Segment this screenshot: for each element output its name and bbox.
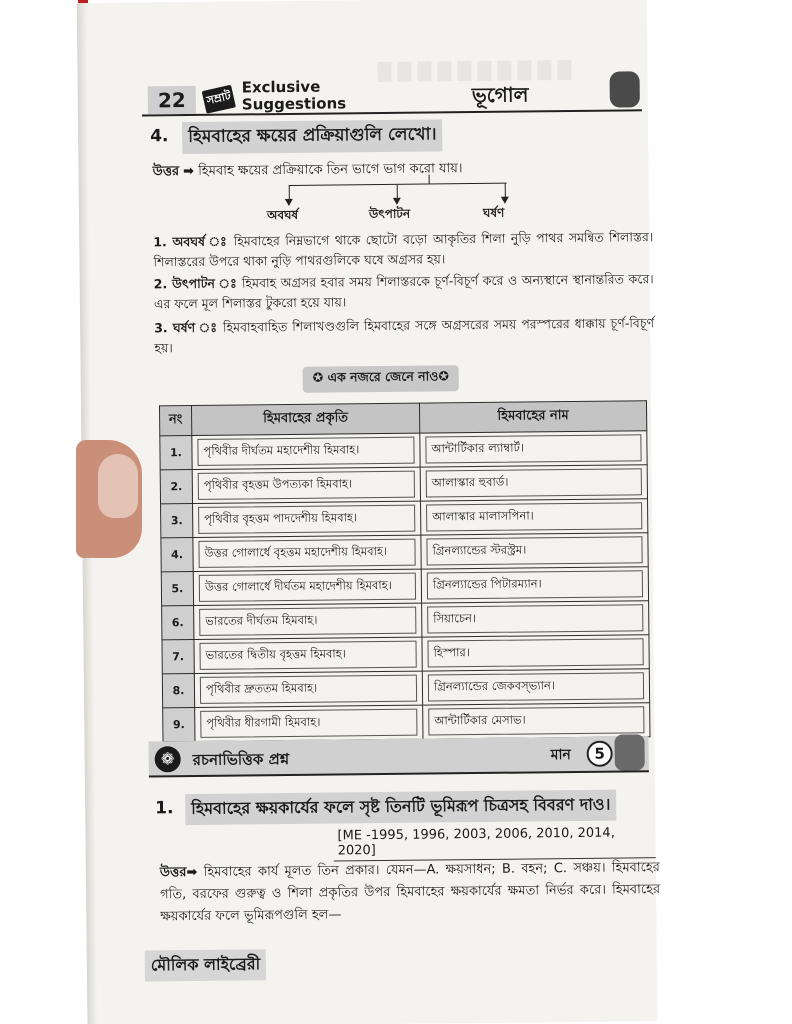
glacier-facts-table <box>159 400 651 742</box>
row-number: 7. <box>162 639 194 673</box>
row-nature: ভারতের দীর্ঘতম হিমবাহ। <box>199 607 416 636</box>
brand-line-2: Suggestions <box>241 94 347 114</box>
row-name-cell <box>421 567 648 603</box>
page-header <box>142 75 642 116</box>
question-number: 4. <box>150 126 169 147</box>
row-name: হিস্পার। <box>427 638 643 667</box>
row-name: আন্টার্টিকার মেসাভ। <box>428 706 644 735</box>
branch-label-plucking: উৎপাটন <box>368 206 411 222</box>
row-nature: পৃথিবীর বৃহত্তম উপত্যকা হিমবাহ। <box>198 471 415 500</box>
point-3 <box>154 313 654 358</box>
marks-label: মান <box>550 747 571 764</box>
question-text: হিমবাহের ক্ষয়কার্যের ফলে সৃষ্ট তিনটি ভূমিরূপ চিত্রসহ বিবরণ দাও। <box>185 790 616 826</box>
question-number: 1. <box>155 798 174 819</box>
row-name-cell <box>422 635 649 671</box>
row-name-cell <box>422 669 649 705</box>
row-nature: পৃথিবীর দীর্ঘতম মহাদেশীয় হিমবাহ। <box>197 437 414 466</box>
table-row <box>160 431 647 470</box>
row-number: 3. <box>161 503 193 537</box>
answer-label: উত্তর <box>152 164 180 180</box>
row-nature-cell <box>192 467 420 503</box>
brand-name <box>242 78 347 113</box>
row-number: 1. <box>160 435 192 469</box>
table-row <box>161 533 648 572</box>
row-nature-cell <box>195 705 423 741</box>
row-number: 4. <box>161 537 193 571</box>
row-name: গ্রিনল্যান্ডের পিটারম্যান। <box>427 570 643 599</box>
fingernail-shape <box>98 454 138 518</box>
brand-badge: সম্রাট <box>202 85 237 114</box>
answer-text: হিমবাহের কার্য মূলত তিন প্রকার। যেমন—A. ক্ষয়সাধন; B. বহন; C. সঞ্চয়। হিমবাহের গতি, বরফের গুরুত্ব ও শিলা প্রকৃতির উপর হিমবাহের ক্ষয়কার্যের ক্ষমতা নির্ভর করে। হিমবাহের ক্ষয়কার্যের ফলে ভূমিরূপগুলি হল— <box>160 860 661 925</box>
publisher-name: মৌলিক লাইব্রেরী <box>145 949 267 981</box>
section-title: রচনাভিত্তিক প্রশ্ন <box>192 749 290 769</box>
row-name-cell <box>421 533 648 569</box>
arrow-right-icon: ➡ <box>186 864 198 881</box>
branch-diagram <box>289 183 507 201</box>
table-row <box>163 703 650 742</box>
row-nature-cell <box>194 637 422 673</box>
row-name-cell <box>420 431 647 467</box>
column-header-name: হিমবাহের নাম <box>419 401 646 433</box>
point-2-text: হিমবাহ অগ্রসর হবার সময় শিলাস্তরকে চূর্ণ-বিচূর্ণ করে ও অন্যস্থানে স্থানান্তরিত করে। এর ফলে মূল শিলাস্তর টুকরো হয়ে যায়। <box>153 271 654 312</box>
row-nature-cell <box>194 671 422 707</box>
row-nature-cell <box>193 535 421 571</box>
row-nature-cell <box>192 433 420 469</box>
table-row <box>161 499 648 538</box>
row-nature: উত্তর গোলার্ধে দীর্ঘতম মহাদেশীয় হিমবাহ। <box>199 573 416 602</box>
row-number: 2. <box>160 469 192 503</box>
answer-paragraph <box>160 857 661 928</box>
branch-stem <box>429 174 430 184</box>
table-row <box>161 567 648 606</box>
point-1 <box>153 227 653 272</box>
row-nature: পৃথিবীর বৃহত্তম পাদদেশীয় হিমবাহ। <box>198 505 415 534</box>
point-1-text: হিমবাহের নিম্নভাগে থাকে ছোটো বড়ো আকৃতির শিলা নুড়ি পাথর সমন্বিত শিলাস্তর। শিলাস্তরের উপরে থাকা নুড়ি পাথরগুলিকে ঘষে অগ্রসর হয়। <box>153 229 654 270</box>
thumb-image <box>76 440 146 576</box>
column-header-nature: হিমবাহের প্রকৃতি <box>191 403 419 435</box>
row-name: গ্রিনল্যান্ডের স্টরস্ট্রম। <box>426 536 642 565</box>
column-header-number: নং <box>160 405 192 435</box>
mascot-icon <box>614 734 644 770</box>
row-name: আলাস্কার মালাসপিনা। <box>426 502 642 531</box>
page-number: 22 <box>148 86 196 115</box>
row-nature-cell <box>193 569 421 605</box>
subject-title: ভূগোল <box>471 82 529 108</box>
row-name: সিয়াচেন। <box>427 604 643 633</box>
row-nature-cell <box>193 501 421 537</box>
row-nature: পৃথিবীর দ্রুততম হিমবাহ। <box>200 675 417 704</box>
table-row <box>162 635 649 674</box>
row-name: আলাস্কার হুবার্ড। <box>426 468 642 497</box>
answer-label: উত্তর <box>159 865 187 881</box>
row-number: 5. <box>161 571 193 605</box>
answer-intro-line <box>152 159 462 183</box>
row-nature: উত্তর গোলার্ধে বৃহত্তম মহাদেশীয় হিমবাহ। <box>198 539 415 568</box>
branch-arrow-1 <box>289 186 290 200</box>
row-name: গ্রিনল্যান্ডের জেকবস্‌ভ্যান। <box>428 672 644 701</box>
point-1-lead: 1. অবঘর্ষ ঃ <box>153 233 229 250</box>
row-number: 6. <box>162 605 194 639</box>
table-row <box>160 465 647 504</box>
mascot-logo-icon <box>610 71 640 107</box>
flower-icon: ❁ <box>155 746 181 772</box>
row-nature: ভারতের দ্বিতীয় বৃহত্তম হিমবাহ। <box>199 641 416 670</box>
row-name-cell <box>420 465 647 501</box>
point-3-text: হিমবাহবাহিত শিলাখণ্ডগুলি হিমবাহের সঙ্গে অগ্রসরের সময় পরস্পরের ধাক্কায় চূর্ণ-বিচূর্ণ হয়। <box>154 315 655 356</box>
table-row <box>162 601 649 640</box>
answer-intro: হিমবাহ ক্ষয়ের প্রক্রিয়াকে তিন ভাগে ভাগ করো যায়। <box>198 161 463 179</box>
section-header <box>149 736 649 777</box>
branch-arrow-2 <box>397 185 398 199</box>
row-name-cell <box>422 601 649 637</box>
question-text: হিমবাহের ক্ষয়ের প্রক্রিয়াগুলি লেখো। <box>182 119 443 154</box>
point-3-lead: 3. ঘর্ষণ ঃ <box>154 319 219 336</box>
row-name-cell <box>423 703 650 739</box>
brand-line-1: Exclusive <box>241 77 321 97</box>
point-2-lead: 2. উৎপাটন ঃ <box>153 275 238 292</box>
row-name: আন্টার্টিকার ল্যাম্বার্ট। <box>425 434 641 463</box>
branch-label-abrasion: অবঘর্ষ <box>266 207 299 223</box>
row-number: 9. <box>163 707 195 741</box>
point-2 <box>154 269 654 314</box>
branch-arrow-3 <box>505 184 506 198</box>
row-number: 8. <box>162 673 194 707</box>
quick-facts-banner: ✪ এক নজরে জেনে নাও✪ <box>303 365 459 393</box>
table-row <box>162 669 649 708</box>
marks-value: 5 <box>587 741 613 767</box>
branch-label-attrition: ঘর্ষণ <box>482 205 505 220</box>
row-nature: পৃথিবীর ধীরগামী হিমবাহ। <box>200 709 417 738</box>
arrow-right-icon: ➡ <box>183 163 195 180</box>
exam-years: [ME -1995, 1996, 2003, 2006, 2010, 2014, 2020] <box>333 823 655 861</box>
row-nature-cell <box>194 603 422 639</box>
book-page <box>77 0 661 1024</box>
row-name-cell <box>421 499 648 535</box>
